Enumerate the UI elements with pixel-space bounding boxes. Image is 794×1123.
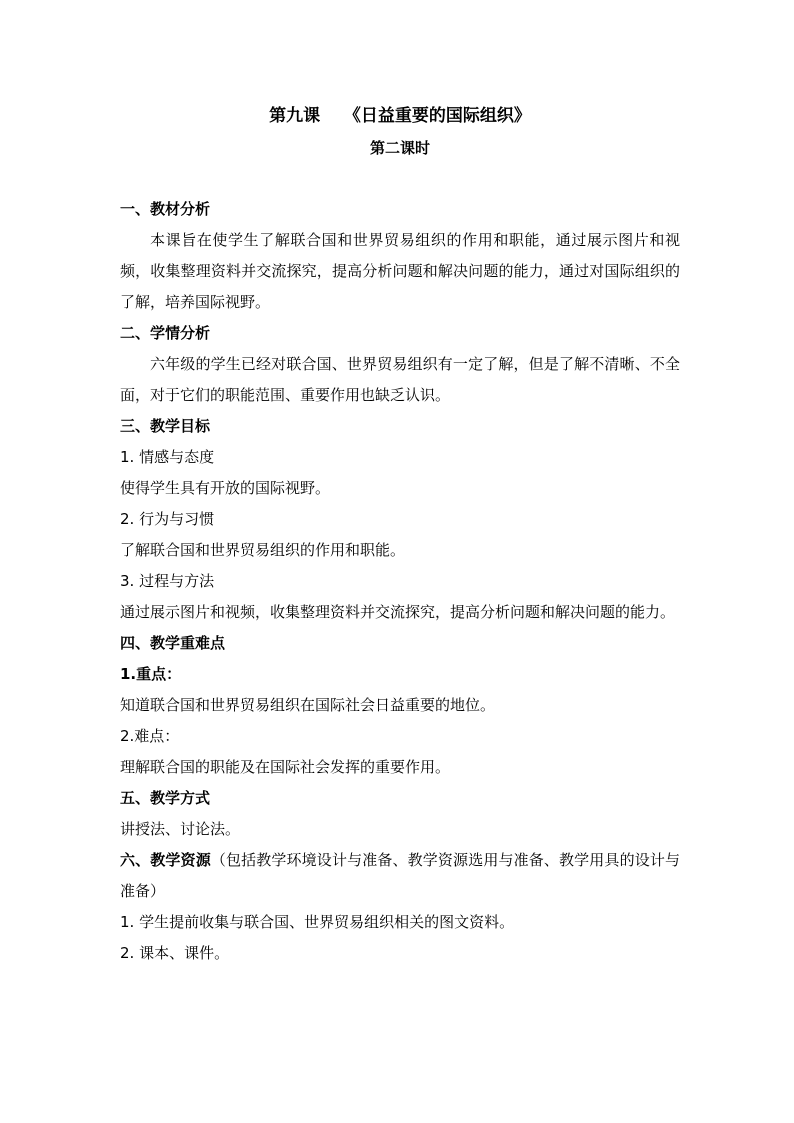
section-heading-textbook-analysis: 一、教材分析 bbox=[120, 200, 211, 218]
document-title: 第九课 《日益重要的国际组织》 bbox=[269, 106, 531, 126]
teaching-resources-note: （包括教学环境设计与准备、教学资源选用与准备、教学用具的设计与准备） bbox=[120, 851, 680, 900]
goal-item-3-label: 3. 过程与方法 bbox=[120, 572, 215, 590]
section-heading-teaching-methods: 五、教学方式 bbox=[120, 789, 211, 807]
goal-item-1-label: 1. 情感与态度 bbox=[120, 448, 215, 466]
document-page bbox=[120, 100, 680, 969]
section-heading-key-points: 四、教学重难点 bbox=[120, 634, 226, 652]
goal-item-1-text: 使得学生具有开放的国际视野。 bbox=[120, 479, 331, 497]
section-heading-teaching-resources: 六、教学资源 bbox=[120, 851, 211, 869]
goal-item-2-text: 了解联合国和世界贸易组织的作用和职能。 bbox=[120, 541, 406, 559]
key-point-text: 知道联合国和世界贸易组织在国际社会日益重要的地位。 bbox=[120, 696, 496, 714]
resource-item-2: 2. 课本、课件。 bbox=[120, 944, 230, 962]
goal-item-3-text: 通过展示图片和视频，收集整理资料并交流探究，提高分析问题和解决问题的能力。 bbox=[120, 603, 676, 621]
teaching-methods-text: 讲授法、讨论法。 bbox=[120, 820, 241, 838]
difficulty-label: 2.难点： bbox=[120, 727, 180, 745]
goal-item-2-label: 2. 行为与习惯 bbox=[120, 510, 215, 528]
section-heading-student-analysis: 二、学情分析 bbox=[120, 324, 211, 342]
student-analysis-paragraph: 六年级的学生已经对联合国、世界贸易组织有一定了解，但是了解不清晰、不全面，对于它们的职能范围、重要作用也缺乏认识。 bbox=[120, 355, 680, 404]
key-point-label: 1.重点： bbox=[120, 665, 182, 683]
document-subtitle: 第二课时 bbox=[369, 139, 430, 157]
section-resources-heading-block bbox=[120, 845, 680, 907]
resource-item-1: 1. 学生提前收集与联合国、世界贸易组织相关的图文资料。 bbox=[120, 913, 515, 931]
section-heading-teaching-goals: 三、教学目标 bbox=[120, 417, 211, 435]
textbook-analysis-paragraph: 本课旨在使学生了解联合国和世界贸易组织的作用和职能，通过展示图片和视频，收集整理资料并交流探究，提高分析问题和解决问题的能力，通过对国际组织的了解，培养国际视野。 bbox=[120, 231, 680, 311]
difficulty-text: 理解联合国的职能及在国际社会发挥的重要作用。 bbox=[120, 758, 451, 776]
